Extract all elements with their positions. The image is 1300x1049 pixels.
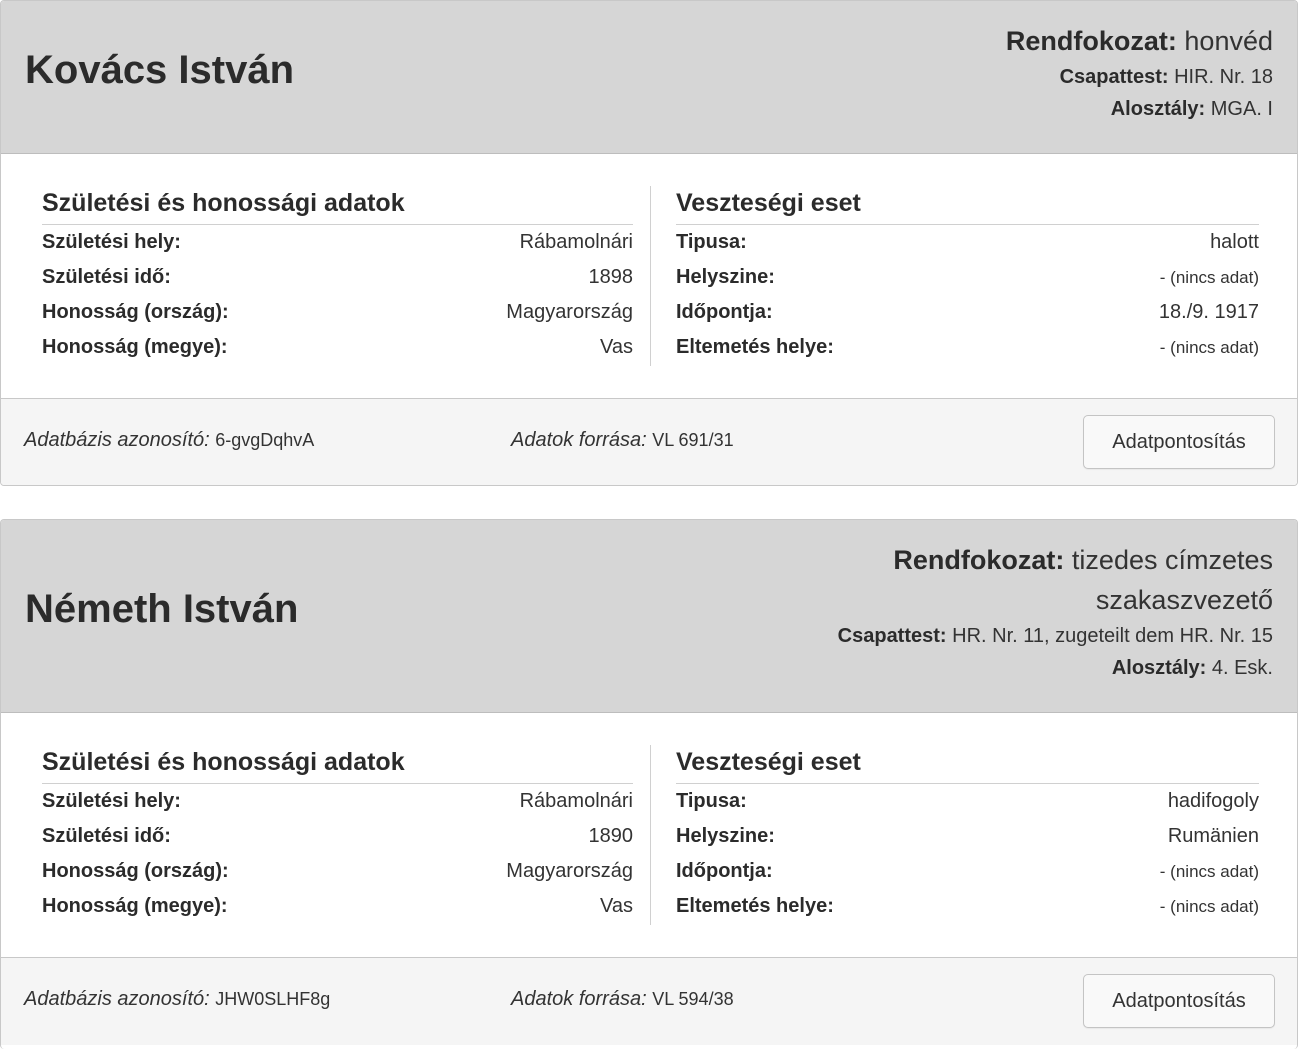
- rank-label: Rendfokozat:: [893, 545, 1065, 575]
- subunit-label: Alosztály:: [1111, 657, 1207, 679]
- db-id-label: Adatbázis azonosító:: [24, 988, 210, 1010]
- birth-section-title: Születési és honossági adatok: [42, 186, 633, 225]
- rank-line: [713, 21, 1273, 61]
- nationality-country-row: [42, 295, 633, 330]
- loss-place-value: Rumänien: [1167, 825, 1259, 847]
- burial-place-label: Eltemetés helye:: [676, 895, 834, 917]
- loss-section: [676, 186, 1259, 365]
- military-info: [713, 540, 1273, 684]
- record-header: [1, 520, 1297, 713]
- person-name: Kovács István: [25, 48, 295, 92]
- birth-date-value: 1890: [588, 825, 633, 847]
- rank-line: [713, 540, 1273, 580]
- loss-type-label: Tipusa:: [676, 790, 747, 812]
- data-source-value: VL 691/31: [652, 430, 734, 450]
- burial-place-row: [676, 330, 1259, 365]
- birth-place-label: Születési hely:: [42, 231, 181, 253]
- record-card: [0, 519, 1298, 1049]
- data-correction-button[interactable]: Adatpontosítás: [1083, 415, 1275, 469]
- birth-place-value: Rábamolnári: [519, 231, 633, 253]
- birth-place-row: [42, 784, 633, 819]
- data-source-label: Adatok forrása:: [511, 988, 647, 1010]
- column-divider: [650, 745, 651, 925]
- loss-date-row: [676, 295, 1259, 330]
- nationality-county-value: Vas: [600, 895, 633, 917]
- loss-place-label: Helyszine:: [676, 825, 775, 847]
- data-source: [511, 988, 734, 1011]
- loss-place-label: Helyszine:: [676, 266, 775, 288]
- loss-place-value: - (nincs adat): [1159, 268, 1259, 287]
- loss-section-title: Veszteségi eset: [676, 186, 1259, 225]
- db-id-value: JHW0SLHF8g: [215, 989, 331, 1009]
- person-name: Németh István: [25, 587, 299, 631]
- nationality-county-label: Honosság (megye):: [42, 336, 228, 358]
- db-id: [24, 429, 314, 452]
- loss-place-row: [676, 819, 1259, 854]
- loss-type-row: [676, 225, 1259, 260]
- military-info: [713, 21, 1273, 125]
- nationality-country-value: Magyarország: [506, 301, 633, 323]
- birth-date-row: [42, 819, 633, 854]
- data-source-label: Adatok forrása:: [511, 429, 647, 451]
- birth-place-value: Rábamolnári: [519, 790, 633, 812]
- birth-date-row: [42, 260, 633, 295]
- birth-section: [42, 186, 633, 365]
- db-id: [24, 988, 330, 1011]
- nationality-country-row: [42, 854, 633, 889]
- loss-date-label: Időpontja:: [676, 301, 773, 323]
- column-divider: [650, 186, 651, 366]
- data-source-value: VL 594/38: [652, 989, 734, 1009]
- burial-place-row: [676, 889, 1259, 924]
- rank-line-continued: [713, 580, 1273, 620]
- subunit-line: [713, 652, 1273, 684]
- loss-type-row: [676, 784, 1259, 819]
- subunit-value: 4. Esk.: [1211, 657, 1273, 679]
- data-source: [511, 429, 734, 452]
- record-body: [1, 154, 1297, 398]
- rank-value-continued: szakaszvezető: [1095, 585, 1273, 615]
- loss-section-title: Veszteségi eset: [676, 745, 1259, 784]
- record-header: [1, 1, 1297, 154]
- rank-value: honvéd: [1184, 26, 1273, 56]
- unit-value: HR. Nr. 11, zugeteilt dem HR. Nr. 15: [952, 625, 1273, 647]
- nationality-county-label: Honosság (megye):: [42, 895, 228, 917]
- rank-value: tizedes címzetes: [1071, 545, 1273, 575]
- nationality-county-row: [42, 889, 633, 924]
- data-correction-button[interactable]: Adatpontosítás: [1083, 974, 1275, 1028]
- record-footer: [1, 398, 1297, 486]
- rank-label: Rendfokozat:: [1005, 26, 1177, 56]
- unit-line: [713, 620, 1273, 652]
- burial-place-value: - (nincs adat): [1159, 338, 1259, 357]
- loss-type-value: halott: [1210, 231, 1259, 253]
- record-footer: [1, 957, 1297, 1045]
- subunit-label: Alosztály:: [1110, 98, 1206, 120]
- birth-date-label: Születési idő:: [42, 266, 171, 288]
- birth-section-title: Születési és honossági adatok: [42, 745, 633, 784]
- birth-date-value: 1898: [588, 266, 633, 288]
- birth-place-label: Születési hely:: [42, 790, 181, 812]
- unit-value: HIR. Nr. 18: [1174, 66, 1273, 88]
- loss-date-value: 18./9. 1917: [1158, 301, 1259, 323]
- subunit-line: [713, 93, 1273, 125]
- loss-type-label: Tipusa:: [676, 231, 747, 253]
- burial-place-value: - (nincs adat): [1159, 897, 1259, 916]
- nationality-country-label: Honosság (ország):: [42, 860, 229, 882]
- loss-place-row: [676, 260, 1259, 295]
- unit-label: Csapattest:: [837, 625, 947, 647]
- loss-type-value: hadifogoly: [1167, 790, 1259, 812]
- birth-place-row: [42, 225, 633, 260]
- record-body: [1, 713, 1297, 957]
- unit-label: Csapattest:: [1059, 66, 1169, 88]
- subunit-value: MGA. I: [1210, 98, 1273, 120]
- nationality-country-label: Honosság (ország):: [42, 301, 229, 323]
- birth-section: [42, 745, 633, 924]
- record-card: [0, 0, 1298, 486]
- unit-line: [713, 61, 1273, 93]
- nationality-country-value: Magyarország: [506, 860, 633, 882]
- db-id-value: 6-gvgDqhvA: [215, 430, 315, 450]
- loss-date-row: [676, 854, 1259, 889]
- nationality-county-value: Vas: [600, 336, 633, 358]
- db-id-label: Adatbázis azonosító:: [24, 429, 210, 451]
- burial-place-label: Eltemetés helye:: [676, 336, 834, 358]
- loss-date-value: - (nincs adat): [1159, 862, 1259, 881]
- loss-date-label: Időpontja:: [676, 860, 773, 882]
- loss-section: [676, 745, 1259, 924]
- nationality-county-row: [42, 330, 633, 365]
- birth-date-label: Születési idő:: [42, 825, 171, 847]
